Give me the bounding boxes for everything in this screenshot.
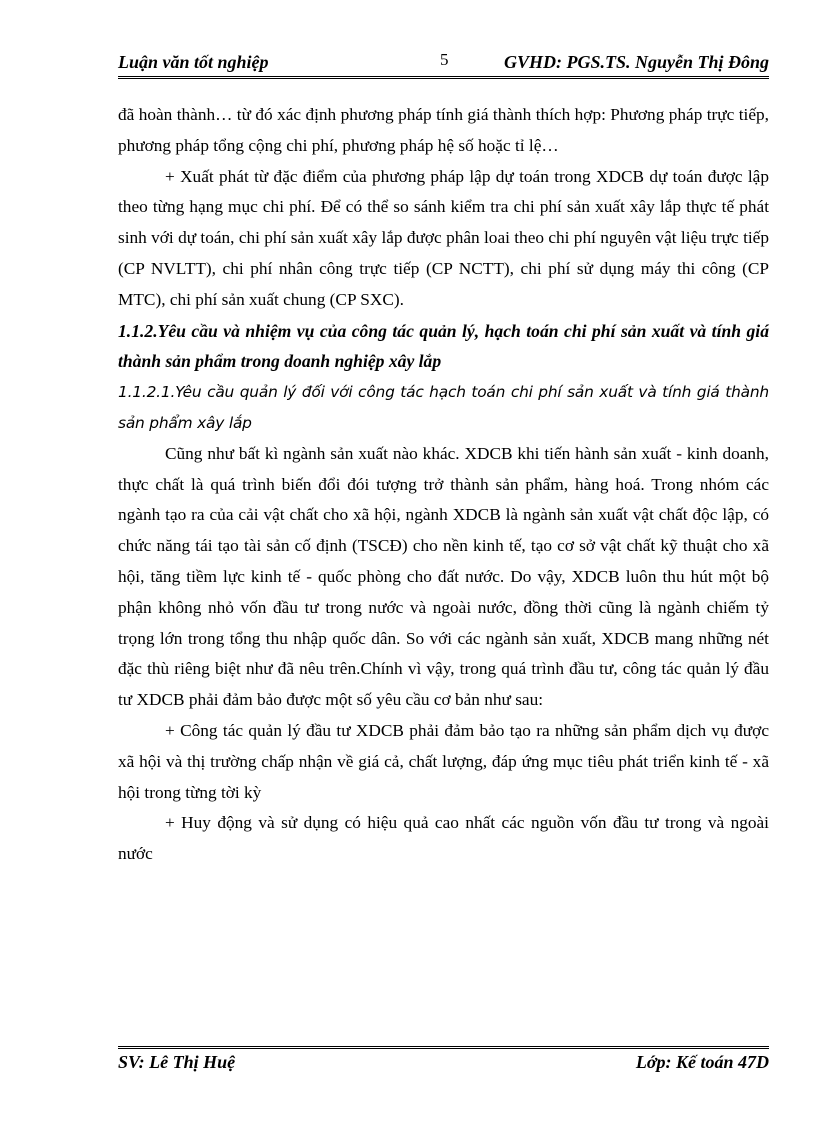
paragraph-5: + Huy động và sử dụng có hiệu quả cao nhất các nguồn vốn đầu tư trong và ngoài nước [118,813,769,864]
section-heading-1-1-2: 1.1.2.Yêu cầu và nhiệm vụ của công tác quản lý, hạch toán chi phí sản xuất và tính giá thành sản phẩm trong doanh nghiệp xây lắp [118,320,769,372]
paragraph-4: + Công tác quản lý đầu tư XDCB phải đảm bảo tạo ra những sản phẩm dịch vụ được xã hội và thị trường chấp nhận về giá cả, chất lượng, đáp ứng mục tiêu phát triển kinh tế - xã hội trong từng tời kỳ [118,720,769,802]
paragraph-1: đã hoàn thành… từ đó xác định phương pháp tính giá thành thích hợp: Phương pháp trực tiếp, phương pháp tổng cộng chi phí, phương pháp hệ số hoặc tỉ lệ… [118,105,769,155]
page-header [118,50,769,79]
page-number: 5 [440,50,449,69]
footer-class: Lớp: Kế toán 47D [635,1052,769,1072]
footer-student-name: SV: Lê Thị Huệ [118,1052,236,1072]
header-thesis-title: Luận văn tốt nghiệp [118,52,269,72]
paragraph-2: + Xuất phát từ đặc điểm của phương pháp lập dự toán trong XDCB dự toán được lập theo từng hạng mục chi phí. Để có thể so sánh kiểm tra chi phí sản xuất xây lắp thực tế phát sinh với dự toán, chi phí sản xuất xây lắp được phân loai theo chi phí nguyên vật liệu trực tiếp (CP NVLTT), chi phí nhân công trực tiếp (CP NCTT), chi phí sử dụng máy thi công (CP MTC), chi phí sản xuất chung (CP SXC). [118,166,769,309]
header-supervisor: GVHD: PGS.TS. Nguyễn Thị Đông [503,52,769,72]
body-text [118,100,769,870]
section-heading-1-1-2-1: 1.1.2.1.Yêu cầu quản lý đối với công tác hạch toán chi phí sản xuất và tính giá thành sản phẩm xây lắp [118,383,769,432]
page-footer [118,1046,769,1075]
paragraph-3: Cũng như bất kì ngành sản xuất nào khác. XDCB khi tiến hành sản xuất - kinh doanh, thực chất là quá trình biến đổi đói tượng trở thành sản phẩm, hàng hoá. Trong nhóm các ngành tạo ra của cải vật chất cho xã hội, ngành XDCB là ngành sản xuất vật chất độc lập, có chức năng tái tạo tài sản cố định (TSCĐ) cho nền kinh tế, tạo cơ sở vật chất kỹ thuật cho xã hội, tăng tiềm lực kinh tế - quốc phòng cho đất nước. Do vậy, XDCB luôn thu hút một bộ phận không nhỏ vốn đầu tư trong nước và ngoài nước, đồng thời cũng là ngành chiếm tỷ trọng lớn trong tổng thu nhập quốc dân. So với các ngành sản xuất, XDCB mang những nét đặc thù riêng biệt như đã nêu trên.Chính vì vậy, trong quá trình đầu tư, công tác quản lý đầu tư XDCB phải đảm bảo được một số yêu cầu cơ bản như sau: [118,443,769,710]
